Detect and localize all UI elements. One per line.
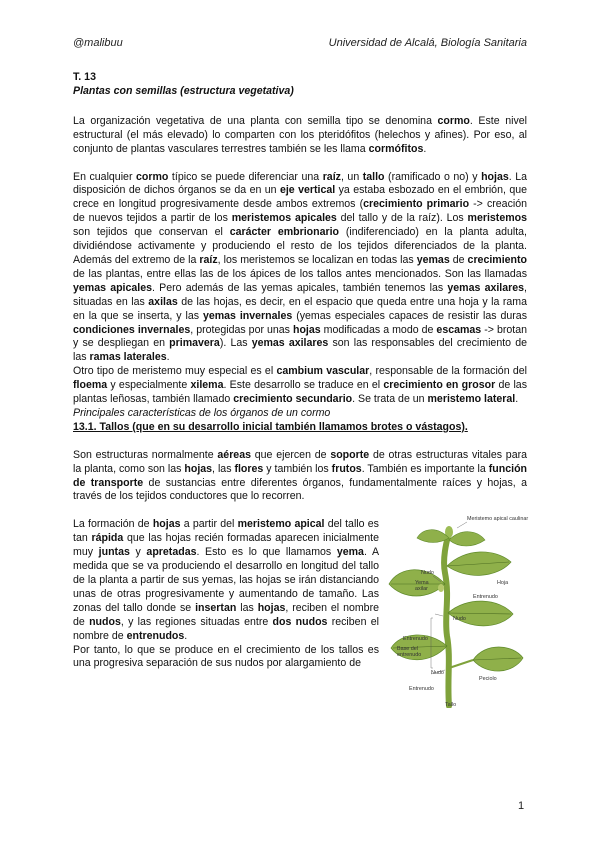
text-run: de <box>449 253 468 266</box>
topic-number: T. 13 <box>73 71 96 83</box>
text-run: son tejidos que conservan el <box>73 226 230 239</box>
bold-term: ramas laterales <box>89 351 167 364</box>
bold-term: cormo <box>136 170 169 183</box>
text-run: . <box>515 393 519 406</box>
bold-term: crecimiento en grosor <box>383 379 496 392</box>
bold-term: hojas <box>292 323 321 336</box>
label-entrenudo-2: Entrenudo <box>403 636 428 643</box>
section-heading: 13.1. Tallos (que en su desarrollo inicial también llamamos brotes o vástagos). <box>73 420 468 433</box>
page-number: 1 <box>518 800 525 812</box>
header-institution: Universidad de Alcalá, Biología Sanitaria <box>328 37 527 49</box>
bold-term: carácter embrionario <box>229 226 340 239</box>
bold-term: dos nudos <box>272 615 328 628</box>
bold-term: raíz <box>199 253 218 266</box>
text-run: -> brotan y se despliegan en <box>73 323 527 350</box>
text-run: Son estructuras normalmente <box>73 448 218 461</box>
bold-term: meristemos apicales <box>231 212 337 225</box>
bold-term: crecimiento secundario <box>233 393 353 406</box>
bold-term: escamas <box>436 323 482 336</box>
bold-term: yemas invernales <box>202 309 293 322</box>
text-run: , responsable de la formación del <box>369 365 528 378</box>
document-body <box>73 71 527 708</box>
axillary-bud-shape <box>438 584 444 592</box>
bold-term: yemas <box>416 253 450 266</box>
text-run: . La disposición de dichos órganos se da en un <box>73 170 528 197</box>
text-run: , situadas en las <box>73 281 527 308</box>
text-run: . También es importante la <box>361 462 489 475</box>
text-run: , y las regiones situadas entre <box>120 615 273 628</box>
bold-term: xilema <box>190 379 224 392</box>
text-run: Otro tipo de meristemo muy especial es el <box>73 365 277 378</box>
text-run: ya estaba esbozado en el embrión, que crece en longitud progresivamente desde ambos extremos ( <box>73 184 527 211</box>
leaf-shape <box>417 530 449 543</box>
text-run: del tallo es tan <box>73 518 379 545</box>
bold-term: crecimiento <box>467 253 528 266</box>
last-paragraph: Por tanto, lo que se produce en el crecimiento de los tallos es una progresiva separación de sus nudos por alargamiento de <box>73 643 379 670</box>
bold-term: primavera <box>169 337 220 350</box>
bold-term: cambium vascular <box>276 365 370 378</box>
label-base-entrenudo: Base del entrenudo <box>397 646 422 659</box>
bold-term: insertan <box>195 601 237 614</box>
text-run: las <box>236 601 258 614</box>
text-run: La organización vegetativa de una planta con semilla tipo se denomina <box>73 114 438 127</box>
bold-term: apretadas <box>146 546 197 559</box>
text-run: ). Las <box>219 337 252 350</box>
text-run: . A medida que se va produciendo el desarrollo en longitud del tallo de la planta a partir de sus yemas, las hojas se irán distanciando unas de otras progresivamente y aumentando de tamaño. Las zonas del tallo donde se <box>73 546 380 614</box>
stem-diagram <box>387 518 527 708</box>
bold-term: hojas <box>481 170 509 183</box>
label-peciolo: Peciolo <box>479 676 497 683</box>
text-run: . <box>184 629 188 642</box>
text-run: (yemas especiales capaces de resistir las duras <box>292 309 527 322</box>
label-meristemo: Meristemo apical caulinar <box>467 516 529 523</box>
bold-term: meristemo apical <box>237 518 325 531</box>
text-run: . Este nivel estructural (el más elevado) lo comparten con los pteridófitos (helechos y afines). Por eso, al conjunto de plantas vasculares terrestres también se les llama <box>73 114 527 155</box>
bold-term: yemas apicales <box>73 281 153 294</box>
bold-term: hojas <box>257 601 286 614</box>
label-yema-axilar: Yema axilar <box>415 580 429 593</box>
text-run: de sustancias entre diferentes órganos, fundamentalmente raíces y hojas, a través de los tejidos conductores que lo recorren. <box>73 476 527 503</box>
stem-text-column <box>73 518 379 708</box>
text-run: (ramificado o no) y <box>384 170 482 183</box>
text-run: , las <box>212 462 235 475</box>
bold-term: flores <box>234 462 264 475</box>
label-hoja: Hoja <box>497 580 509 587</box>
stem-shape <box>444 532 449 706</box>
text-run: . Esto es lo que llamamos <box>196 546 337 559</box>
text-run: a partir del <box>180 518 238 531</box>
bold-term: entrenudos <box>126 629 185 642</box>
text-run: de las hojas, es decir, en el espacio que queda entre una hoja y la rama en la que se inserta, y las <box>73 295 527 322</box>
bold-term: meristemos <box>467 212 528 225</box>
text-run: . <box>423 142 427 155</box>
text-run: , los meristemos se localizan en todas las <box>217 253 417 266</box>
text-run: de las plantas, entre ellas las de los ápices de los tallos antes mencionados. Son las llamadas <box>73 267 527 280</box>
text-run: del tallo y de la raíz). Los <box>336 212 468 225</box>
cambium-paragraph <box>73 365 527 407</box>
bold-term: función de transporte <box>73 462 528 489</box>
intro-paragraph <box>73 115 527 157</box>
bold-term: nudos <box>89 615 121 628</box>
text-run: , protegidas por unas <box>190 323 293 336</box>
text-run: -> creación de nuevos tejidos a partir de los <box>73 198 528 225</box>
bold-term: raíz <box>322 170 341 183</box>
bold-term: hojas <box>152 518 181 531</box>
text-run: de las plantas leñosas, también llamado <box>73 379 528 406</box>
text-run: y especialmente <box>107 379 191 392</box>
label-nudo-2: Nudo <box>453 616 466 623</box>
text-run: . Pero además de las yemas apicales, también tenemos las <box>152 281 448 294</box>
text-run: y <box>129 546 147 559</box>
text-run: que ejercen de <box>251 448 331 461</box>
bold-term: axilas <box>148 295 178 308</box>
label-entrenudo-1: Entrenudo <box>473 594 498 601</box>
bold-term: yema <box>336 546 364 559</box>
bold-term: yemas axilares <box>447 281 525 294</box>
text-run: son las responsables del crecimiento de las <box>73 337 527 364</box>
bold-term: rápida <box>91 532 124 545</box>
text-run: . <box>166 351 170 364</box>
text-run: . Este desarrollo se traduce en el <box>223 379 384 392</box>
text-run: (indiferenciado) en la planta adulta, dividiéndose activamente y produciendo el resto de los tejidos diferenciados de la planta. Además del extremo de la <box>73 226 527 266</box>
stem-section <box>73 518 527 708</box>
text-run: modificadas a modo de <box>320 323 437 336</box>
bold-term: aéreas <box>217 448 251 461</box>
topic-title: Plantas con semillas (estructura vegetativa) <box>73 84 294 97</box>
hojas-paragraph <box>73 518 379 643</box>
bold-term: condiciones invernales <box>73 323 191 336</box>
label-nudo-1: Nudo <box>421 570 434 577</box>
text-run: , reciben el nombre de <box>73 601 379 628</box>
tallos-paragraph <box>73 449 527 505</box>
bold-term: yemas axilares <box>251 337 329 350</box>
text-run: reciben el nombre de <box>73 615 379 642</box>
label-nudo-3: Nudo <box>431 670 444 677</box>
text-run: En cualquier <box>73 170 137 183</box>
plant-illustration <box>387 518 527 708</box>
text-run: La formación de <box>73 518 153 531</box>
bold-term: tallo <box>362 170 385 183</box>
text-run: , un <box>340 170 363 183</box>
bold-term: cormófitos <box>368 142 424 155</box>
label-entrenudo-3: Entrenudo <box>409 686 434 693</box>
text-run: típico se puede diferenciar una <box>168 170 323 183</box>
bold-term: juntas <box>98 546 130 559</box>
bold-term: floema <box>73 379 108 392</box>
text-run: de otras estructuras vitales para la planta, como son las <box>73 448 528 475</box>
bold-term: crecimiento primario <box>363 198 470 211</box>
text-run: que las hojas recién formadas aparecen inicialmente muy <box>73 532 379 559</box>
section-intro: Principales características de los órganos de un cormo <box>73 406 331 419</box>
label-tallo: Tallo <box>445 702 457 709</box>
bold-term: hojas <box>184 462 213 475</box>
bold-term: soporte <box>330 448 370 461</box>
bold-term: frutos <box>331 462 362 475</box>
text-run: y también los <box>263 462 332 475</box>
text-run: . Se trata de un <box>352 393 428 406</box>
cormo-paragraph <box>73 171 527 366</box>
header-author: @malibuu <box>73 37 123 49</box>
bold-term: meristemo lateral <box>427 393 516 406</box>
bold-term: eje vertical <box>279 184 336 197</box>
bold-term: cormo <box>437 114 470 127</box>
leaf-shape <box>449 532 485 546</box>
